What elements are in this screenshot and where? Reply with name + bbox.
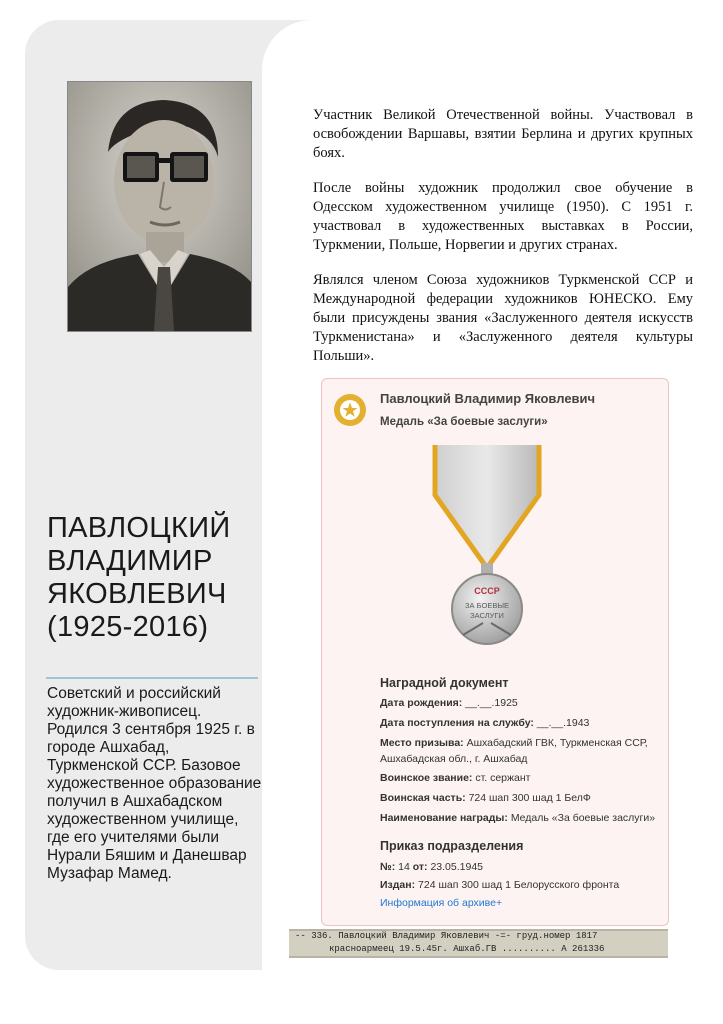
award-document-heading: Наградной документ [380,676,509,690]
info-row: №: 14 от: 23.05.1945 [380,861,484,873]
order-heading: Приказ подразделения [380,839,524,853]
name-line: ПАВЛОЦКИЙ [47,512,231,544]
paragraph: Являлся членом Союза художников Туркменской ССР и Международной федерации художников ЮНЕСКО. Ему были присуждены звания «Заслуженного деятеля искусств Туркменистана» и «Заслуженного деятеля культуры Польши». [313,272,693,364]
info-row: Наименование награды: Медаль «За боевые заслуги» [380,812,656,824]
main-text [313,106,693,382]
archive-line: красноармеец 19.5.45г. Ашхаб.ГВ .......... А 261336 [329,944,605,954]
name-line: ЯКОВЛЕВИЧ [47,578,227,610]
card-subtitle: Медаль «За боевые заслуги» [380,416,548,428]
biography-text: Советский и российский художник-живописец. Родился 3 сентября 1925 г. в городе Ашхабад, Туркменской ССР. Базовое художественное образование получил в Ашхабадском художественном училище, где его учителями были Нурали Бяшим и Данешвар Музафар Мамед. [47,685,262,882]
name-line: ВЛАДИМИР [47,545,213,577]
medal-image [427,443,547,658]
card-title: Павлоцкий Владимир Яковлевич [380,391,596,406]
info-row: Воинское звание: ст. сержант [380,772,531,784]
medal-text: ЗА БОЕВЫЕ [465,601,509,610]
paragraph: После войны художник продолжил свое обучение в Одесском художественном училище (1950). С 1951 г. участвовал в художественных выставках в России, Туркмении, Польше, Норвегии и других странах. [313,180,693,253]
info-row: Воинская часть: 724 шап 300 шад 1 БелФ [380,792,591,804]
medal-text: ЗАСЛУГИ [470,611,504,620]
person-name [47,512,262,644]
archive-record-strip [289,929,668,958]
archive-info-link[interactable]: Информация об архиве+ [380,897,503,909]
info-row: Дата поступления на службу: __.__.1943 [380,717,590,729]
divider [46,677,258,679]
portrait-photo [67,81,252,332]
award-card [321,378,669,926]
archive-line: -- 336. Павлоцкий Владимир Яковлевич -=- груд.номер 1817 [295,931,598,941]
paragraph: Участник Великой Отечественной войны. Участвовал в освобождении Варшавы, взятии Берлина и других крупных боях. [313,107,693,161]
medal-text: СССР [474,586,500,596]
info-row: Издан: 724 шап 300 шад 1 Белорусского фронта [380,879,620,891]
name-line: (1925-2016) [47,611,209,643]
star-medal-icon [333,393,367,427]
info-row: Место призыва: Ашхабадский ГВК, Туркменская ССР, Ашхабадская обл., г. Ашхабад [380,737,648,765]
info-row: Дата рождения: __.__.1925 [380,697,518,709]
